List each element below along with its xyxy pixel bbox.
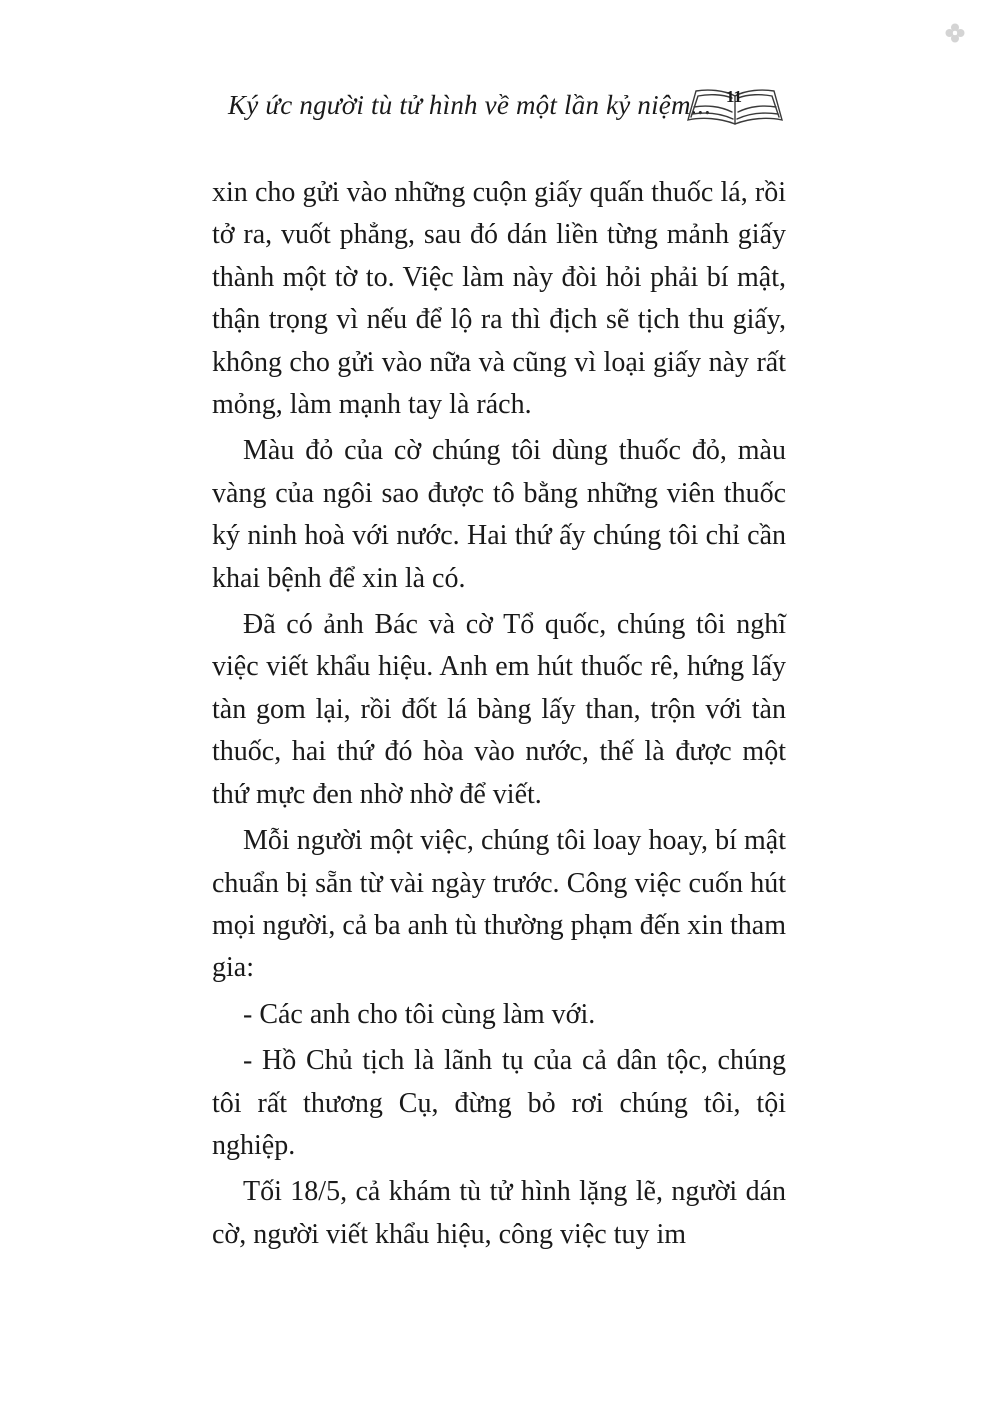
dialogue-line: - Hồ Chủ tịch là lãnh tụ của cả dân tộc, chúng tôi rất thương Cụ, đừng bỏ rơi chúng tôi, tội nghiệp.: [212, 1045, 786, 1161]
body-text: [212, 172, 786, 1260]
running-title: Ký ức người tù tử hình về một lần kỷ niệm...: [228, 90, 712, 120]
running-header: [228, 84, 788, 132]
paragraph: xin cho gửi vào những cuộn giấy quấn thuốc lá, rồi tở ra, vuốt phẳng, sau đó dán liền từng mảnh giấy thành một tờ to. Việc làm này đòi hỏi phải bí mật, thận trọng vì nếu để lộ ra thì địch sẽ tịch thu giấy, không cho gửi vào nữa và cũng vì loại giấy này rất mỏng, làm mạnh tay là rách.: [212, 177, 786, 421]
paragraph: Tối 18/5, cả khám tù tử hình lặng lẽ, người dán cờ, người viết khẩu hiệu, công việc tuy im: [212, 1176, 786, 1250]
paragraph: Màu đỏ của cờ chúng tôi dùng thuốc đỏ, màu vàng của ngôi sao được tô bằng những viên thuốc ký ninh hoà với nước. Hai thứ ấy chúng tôi chỉ cần khai bệnh để xin là có.: [212, 435, 786, 594]
paragraph: Đã có ảnh Bác và cờ Tổ quốc, chúng tôi nghĩ việc viết khẩu hiệu. Anh em hút thuốc rê, hứng lấy tàn gom lại, rồi đốt lá bàng lấy than, trộn với tàn thuốc, hai thứ đó hòa vào nước, thế là được một thứ mực đen nhờ nhờ để viết.: [212, 609, 786, 810]
flower-ornament-icon: [944, 22, 966, 44]
paragraph: Mỗi người một việc, chúng tôi loay hoay, bí mật chuẩn bị sẵn từ vài ngày trước. Công việc cuốn hút mọi người, cả ba anh tù thường phạm đến xin tham gia:: [212, 825, 786, 984]
page-number: 11: [725, 87, 743, 106]
dialogue-line: - Các anh cho tôi cùng làm với.: [243, 998, 596, 1030]
